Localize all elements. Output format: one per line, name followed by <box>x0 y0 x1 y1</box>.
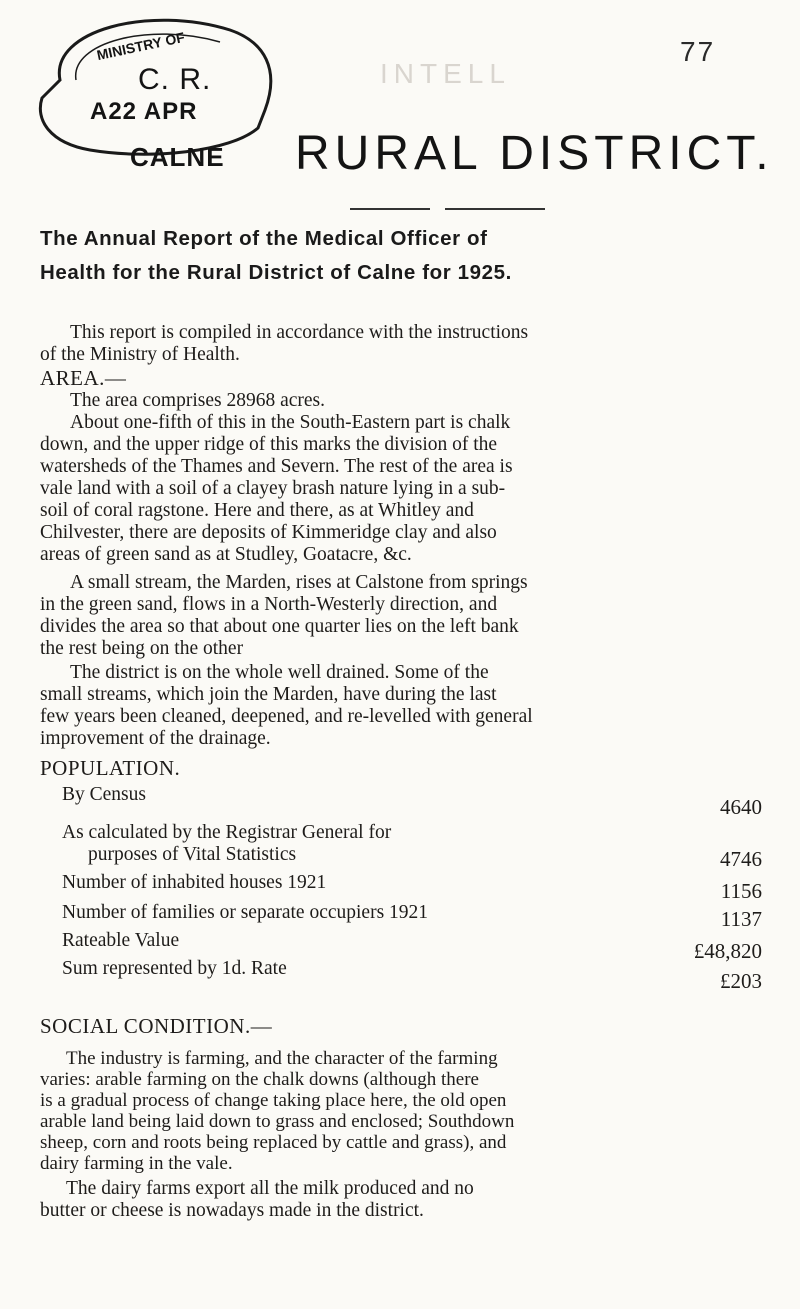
stamp-date: A22 APR <box>90 98 198 125</box>
stamp-place: CALNE <box>130 142 225 172</box>
stamp-initials: C. R. <box>138 63 212 96</box>
district-heading: RURAL DISTRICT. <box>295 127 774 180</box>
report-title-line: The Annual Report of the Medical Officer of <box>40 227 488 250</box>
intro-paragraph <box>40 322 780 366</box>
population-heading: POPULATION. <box>40 756 181 780</box>
area-line: About one-fifth of this in the South-Eastern part is chalk <box>70 412 511 433</box>
area-line: Chilvester, there are deposits of Kimmeridge clay and also <box>40 522 497 543</box>
area-line: in the green sand, flows in a North-Westerly direction, and <box>40 594 498 615</box>
stamp-ministry-text: MINISTRY OF <box>95 28 187 64</box>
area-paragraph <box>40 572 528 660</box>
population-label: Number of families or separate occupiers 1921 <box>62 902 429 923</box>
population-value: 1156 <box>720 879 762 903</box>
area-line: areas of green sand as at Studley, Goatacre, &c. <box>40 544 412 565</box>
population-label: purposes of Vital Statistics <box>88 844 297 865</box>
population-table <box>62 784 762 993</box>
population-value: 1137 <box>720 907 762 931</box>
table-row <box>62 872 762 902</box>
social-line: sheep, corn and roots being replaced by cattle and grass), and <box>40 1132 507 1153</box>
social-line: arable land being laid down to grass and enclosed; Southdown <box>40 1111 515 1132</box>
social-line: The dairy farms export all the milk produced and no <box>66 1178 474 1199</box>
area-line: down, and the upper ridge of this marks the division of the <box>40 434 498 455</box>
area-line: the rest being on the other <box>40 638 244 659</box>
area-line: improvement of the drainage. <box>40 728 271 749</box>
table-row <box>62 822 762 872</box>
report-title-line: Health for the Rural District of Calne for 1925. <box>40 261 512 284</box>
area-line: The district is on the whole well drained. Some of the <box>70 662 489 683</box>
population-label: By Census <box>62 784 146 805</box>
table-row <box>62 958 762 993</box>
social-paragraph <box>40 1178 474 1222</box>
area-line: soil of coral ragstone. Here and there, as at Whitley and <box>40 500 474 521</box>
area-paragraph: The area comprises 28968 acres. <box>70 390 326 411</box>
population-label: Rateable Value <box>62 930 180 951</box>
area-heading: AREA.— <box>40 366 127 390</box>
table-row <box>62 784 762 822</box>
social-paragraph <box>40 1048 514 1174</box>
heading-rule <box>350 208 430 210</box>
area-paragraph <box>40 412 513 566</box>
area-line: small streams, which join the Marden, have during the last <box>40 684 497 705</box>
report-title <box>40 222 785 290</box>
intro-line: This report is compiled in accordance with the instructions <box>70 322 529 343</box>
faint-bleedthrough-text: INTELL <box>380 58 511 89</box>
table-row <box>62 902 762 930</box>
population-label: As calculated by the Registrar General for <box>62 822 392 843</box>
social-line: varies: arable farming on the chalk downs (although there <box>40 1069 479 1090</box>
table-row <box>62 930 762 963</box>
social-line: butter or cheese is nowadays made in the district. <box>40 1200 424 1221</box>
area-line: A small stream, the Marden, rises at Calstone from springs <box>70 572 528 593</box>
social-line: dairy farming in the vale. <box>40 1153 233 1174</box>
handwritten-ref-mark: 77 <box>680 36 716 67</box>
intro-line: of the Ministry of Health. <box>40 344 240 365</box>
area-line: watersheds of the Thames and Severn. The rest of the area is <box>40 456 513 477</box>
population-label: Sum represented by 1d. Rate <box>62 958 287 979</box>
population-value: £203 <box>720 969 762 993</box>
social-line: is a gradual process of change taking place here, the old open <box>40 1090 507 1111</box>
received-stamp <box>30 10 300 172</box>
area-line: vale land with a soil of a clayey brash nature lying in a sub- <box>40 478 506 499</box>
heading-rule <box>445 208 545 210</box>
social-line: The industry is farming, and the character of the farming <box>66 1048 498 1069</box>
social-condition-heading: SOCIAL CONDITION.— <box>40 1014 273 1038</box>
area-paragraph <box>40 662 533 750</box>
population-value: 4746 <box>720 847 762 871</box>
population-value: £48,820 <box>693 939 762 963</box>
area-line: divides the area so that about one quarter lies on the left bank <box>40 616 519 637</box>
population-value: 4640 <box>720 795 762 819</box>
area-line: few years been cleaned, deepened, and re-levelled with general <box>40 706 533 727</box>
population-label: Number of inhabited houses 1921 <box>62 872 327 893</box>
